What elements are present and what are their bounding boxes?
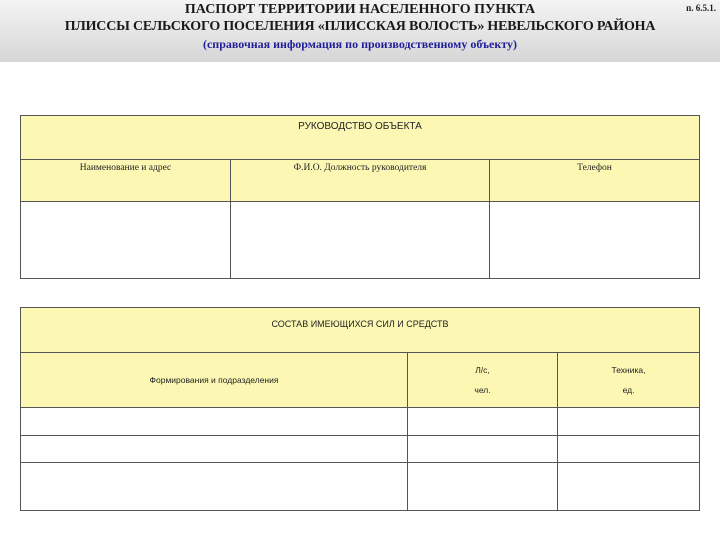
column-personnel-line1: Л/с,: [475, 365, 490, 375]
cell-personnel[interactable]: [408, 408, 558, 436]
column-formations: Формирования и подразделения: [21, 353, 408, 408]
cell-manager-name[interactable]: [231, 202, 490, 279]
header-subtitle: (справочная информация по производственному объекту): [202, 37, 518, 51]
column-equipment-line1: Техника,: [611, 365, 646, 375]
cell-formations[interactable]: [21, 408, 408, 436]
column-name-address: Наименование и адрес: [21, 160, 231, 202]
column-equipment: [558, 353, 700, 408]
column-manager-name: Ф.И.О. Должность руководителя: [231, 160, 490, 202]
cell-equipment[interactable]: [558, 463, 700, 511]
cell-phone[interactable]: [490, 202, 700, 279]
column-phone: Телефон: [490, 160, 700, 202]
leadership-table: [20, 115, 700, 279]
cell-name-address[interactable]: [21, 202, 231, 279]
cell-equipment[interactable]: [558, 436, 700, 463]
table-row: [21, 436, 700, 463]
column-personnel-line2: чел.: [474, 385, 491, 395]
header-title-line2: ПЛИССЫ СЕЛЬСКОГО ПОСЕЛЕНИЯ «ПЛИССКАЯ ВОЛОСТЬ» НЕВЕЛЬСКОГО РАЙОНА: [64, 19, 656, 34]
page-number: п. 6.5.1.: [686, 3, 716, 13]
column-personnel: [408, 353, 558, 408]
cell-formations[interactable]: [21, 436, 408, 463]
page-header: [0, 0, 720, 62]
forces-table: [20, 307, 700, 511]
cell-equipment[interactable]: [558, 408, 700, 436]
forces-table-title: СОСТАВ ИМЕЮЩИХСЯ СИЛ И СРЕДСТВ: [21, 308, 700, 353]
leadership-table-title: РУКОВОДСТВО ОБЪЕКТА: [21, 116, 700, 160]
table-row: [21, 408, 700, 436]
column-equipment-line2: ед.: [622, 385, 635, 395]
header-title-line1: ПАСПОРТ ТЕРРИТОРИИ НАСЕЛЕННОГО ПУНКТА: [184, 2, 536, 17]
cell-personnel[interactable]: [408, 463, 558, 511]
cell-formations[interactable]: [21, 463, 408, 511]
table-row: [21, 463, 700, 511]
cell-personnel[interactable]: [408, 436, 558, 463]
